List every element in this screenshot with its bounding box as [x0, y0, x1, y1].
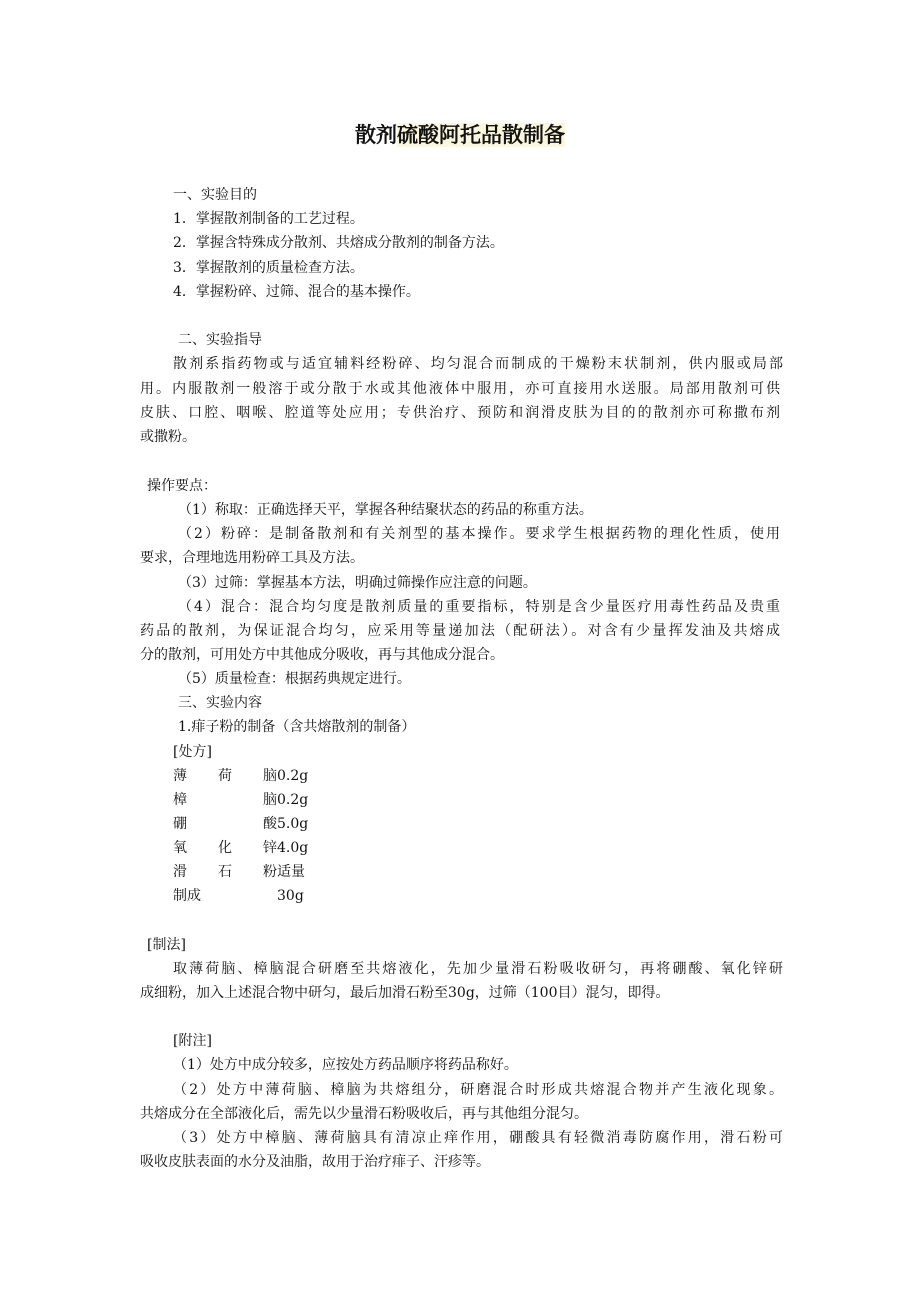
note-item-cont: 共熔成分在全部液化后，需先以少量滑石粉吸收后，再与其他组分混匀。 [140, 1106, 588, 1122]
ingredient-amount: 0.2g [277, 792, 309, 808]
method-line: 取薄荷脑、樟脑混合研磨至共熔液化，先加少量滑石粉吸收研匀，再将硼酸、氧化锌研 [173, 961, 783, 977]
paragraph-line: 或撒粉。 [140, 429, 196, 445]
operation-step: （1）称取：正确选择天平，掌握各种结聚状态的药品的称重方法。 [178, 502, 593, 518]
prescription-row [173, 812, 308, 836]
ingredient-amount: 30g [277, 888, 304, 904]
operation-step-cont: 药品的散剂，为保证混合均匀，应采用等量递加法（配研法）。对含有少量挥发油及共熔成 [140, 623, 780, 639]
prescription-row [173, 836, 308, 860]
operation-step: （4）混合：混合均匀度是散剂质量的重要指标，特别是含少量医疗用毒性药品及贵重 [178, 599, 780, 615]
ingredient-amount: 5.0g [277, 816, 309, 832]
operation-step: （3）过筛：掌握基本方法，明确过筛操作应注意的问题。 [178, 575, 537, 591]
ingredient-name: 樟脑 [173, 792, 277, 808]
operation-step-cont: 要求，合理地选用粉碎工具及方法。 [140, 550, 364, 566]
section-heading-objectives: 一、实验目的 [173, 187, 257, 203]
ingredient-name: 氧化锌 [173, 840, 277, 856]
operation-step-cont: 分的散剂，可用处方中其他成分吸收，再与其他成分混合。 [140, 647, 504, 663]
section-heading-content: 三、实验内容 [178, 695, 262, 711]
objective-item: 4．掌握粉碎、过筛、混合的基本操作。 [173, 284, 420, 300]
ingredient-name: 滑石粉 [173, 864, 277, 880]
operation-step: （5）质量检查：根据药典规定进行。 [178, 671, 411, 687]
method-line: 成细粉，加入上述混合物中研匀，最后加滑石粉至30g，过筛（100目）混匀，即得。 [140, 985, 670, 1001]
method-label: [制法] [147, 937, 186, 953]
page-title [0, 118, 920, 152]
ingredient-amount: 适量 [277, 864, 305, 880]
notes-label: [附注] [173, 1033, 212, 1049]
note-item: （2）处方中薄荷脑、樟脑为共熔组分，研磨混合时形成共熔混合物并产生液化现象。 [173, 1082, 783, 1098]
objective-item: 1．掌握散剂制备的工艺过程。 [173, 211, 364, 227]
paragraph-line: 皮肤、口腔、咽喉、腔道等处应用；专供治疗、预防和润滑皮肤为目的的散剂亦可称撒布剂 [140, 405, 780, 421]
prescription-row [173, 884, 304, 908]
ingredient-name: 制成 [173, 888, 201, 904]
operations-heading: 操作要点： [147, 478, 217, 494]
note-item: （1）处方中成分较多，应按处方药品顺序将药品称好。 [173, 1057, 518, 1073]
ingredient-amount: 0.2g [277, 768, 309, 784]
ingredient-name: 薄荷脑 [173, 768, 277, 784]
prescription-row [173, 764, 308, 788]
note-item-cont: 吸收皮肤表面的水分及油脂，故用于治疗痱子、汗疹等。 [140, 1154, 490, 1170]
ingredient-name: 硼酸 [173, 816, 277, 832]
operation-step: （2）粉碎：是制备散剂和有关剂型的基本操作。要求学生根据药物的理化性质，使用 [178, 526, 780, 542]
note-item: （3）处方中樟脑、薄荷脑具有清凉止痒作用，硼酸具有轻微消毒防腐作用，滑石粉可 [173, 1130, 783, 1146]
prescription-row [173, 860, 305, 884]
prescription-row [173, 788, 308, 812]
prescription-label: [处方] [173, 744, 212, 760]
section-heading-guidance: 二、实验指导 [178, 332, 262, 348]
paragraph-line: 用。内服散剂一般溶于或分散于水或其他液体中服用，亦可直接用水送服。局部用散剂可供 [140, 381, 780, 397]
paragraph-line: 散剂系指药物或与适宜辅料经粉碎、均匀混合而制成的干燥粉末状制剂，供内服或局部 [173, 356, 783, 372]
title-part-1: 散剂 [355, 123, 397, 147]
objective-item: 2．掌握含特殊成分散剂、共熔成分散剂的制备方法。 [173, 235, 504, 251]
title-part-2-highlighted: 硫酸阿托品散制备 [397, 123, 565, 147]
subsection-title: 1.痱子粉的制备（含共熔散剂的制备） [178, 719, 416, 735]
ingredient-amount: 4.0g [277, 840, 309, 856]
objective-item: 3．掌握散剂的质量检查方法。 [173, 260, 364, 276]
